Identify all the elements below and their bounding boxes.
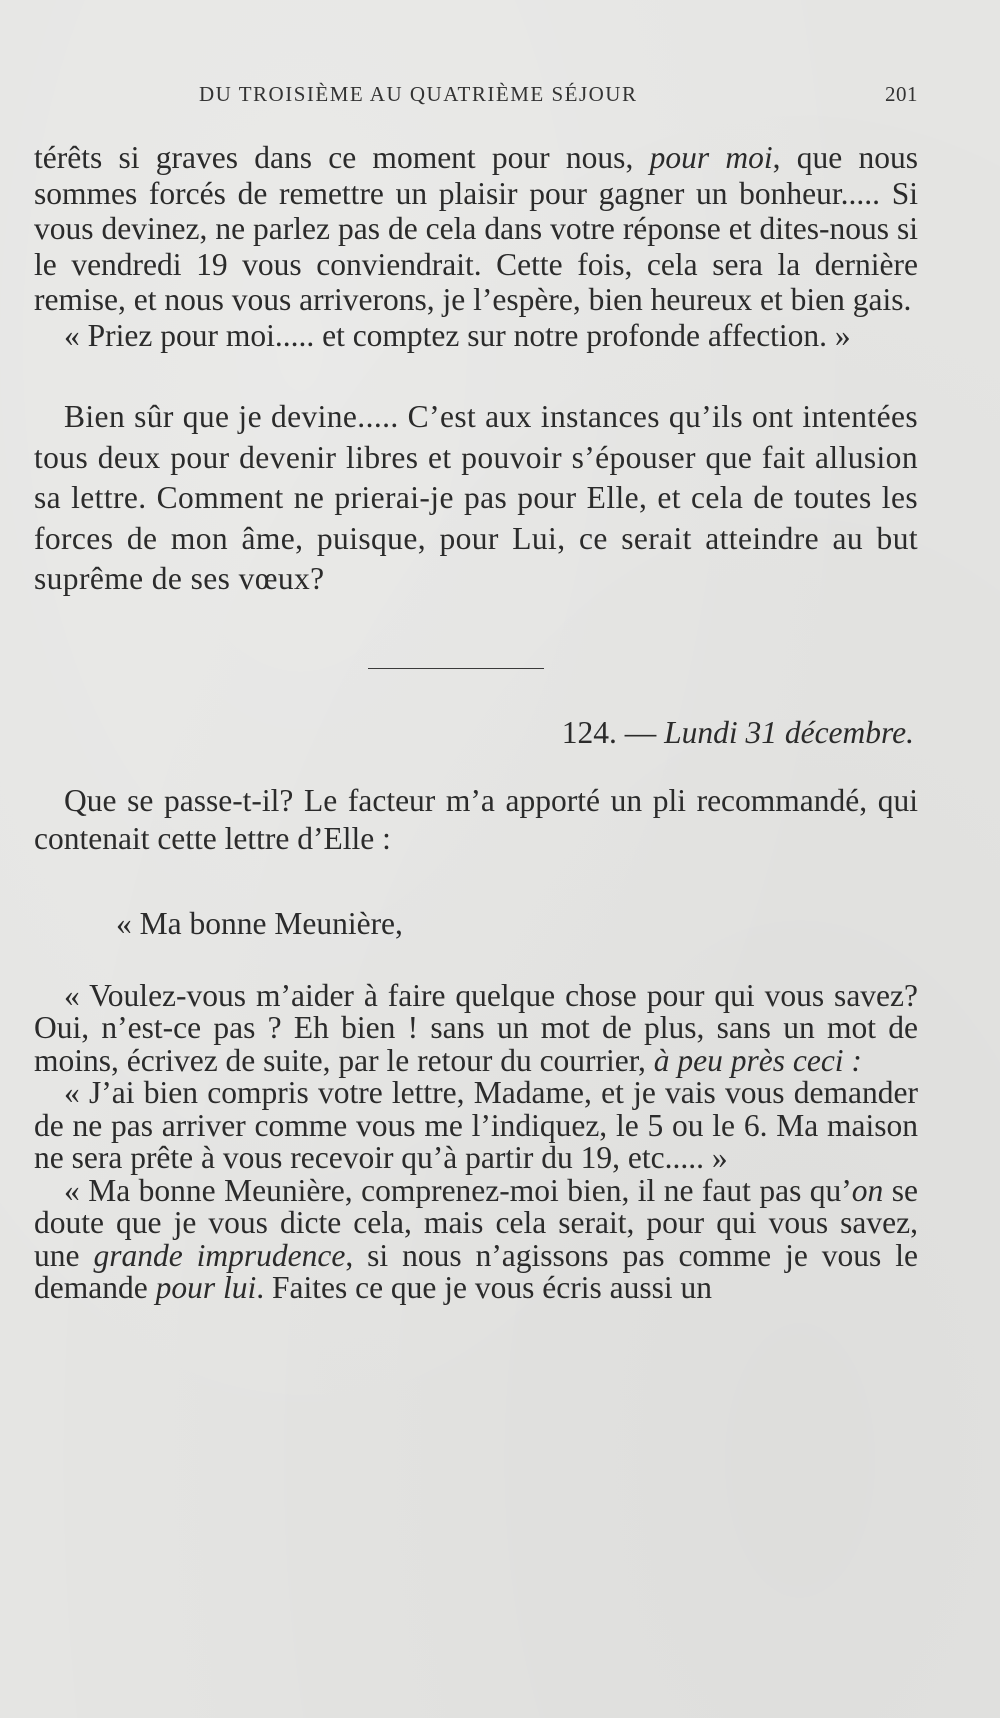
emphasis-text: à peu près ceci : [653,1042,862,1078]
letter-text: , si nous n’agissons pas comme je vous le demande [34,1237,918,1305]
letter-salutation: « Ma bonne Meunière, [116,906,403,941]
page-body [34,140,918,1305]
paragraph-entry-intro: Que se passe-t-il? Le facteur m’a apporté un pli recommandé, qui contenait cette lettre d’Elle : [34,783,918,856]
entry-heading [34,715,918,751]
paragraph-continuation [34,140,918,318]
emphasis-text: grande imprudence [93,1237,346,1273]
letter-paragraph: « J’ai bien compris votre lettre, Madame, et je vais vous demander de ne pas arriver comme vous me l’indiquez, le 5 ou le 6. Ma maison ne sera prête à vous recevoir qu’à partir du 19, etc..... » [34,1075,918,1175]
page-number: 201 [885,82,918,106]
paragraph-text: , que nous sommes forcés de remettre un plaisir pour gagner un bonheur..... Si vous devinez, ne parlez pas de cela dans votre réponse et dites-nous si le vendredi 19 vous conviendrait. Cette fois, cela sera la dernière remise, et nous vous arriverons, je l’espère, bien heureux et bien gais. [34,140,918,317]
emphasis-text: pour lui [155,1270,257,1305]
emphasis-text: pour moi [649,140,773,175]
entry-number: 124. — [561,714,665,750]
emphasis-text: on [851,1172,884,1208]
letter-paragraph [34,1172,918,1305]
letter-text: « Voulez-vous m’aider à faire quelque chose pour qui vous savez? Oui, n’est-ce pas ? Eh bien ! sans un mot de plus, sans un mot de moins, écrivez de suite, par le retour du courrier, [34,977,918,1078]
letter-text: « Ma bonne Meunière, comprenez-moi bien, il ne faut pas qu’ [64,1172,852,1208]
letter-text: se doute que je vous dicte cela, mais cela serait, pour qui vous savez, une [34,1172,918,1273]
paragraph-commentary: Bien sûr que je devine..... C’est aux instances qu’ils ont intentées tous deux pour devenir libres et pouvoir s’épouser que fait allusion sa lettre. Comment ne prierai-je pas pour Elle, et cela de toutes les forces de mon âme, puisque, pour Lui, ce serait atteindre au but suprême de ses vœux? [34,399,918,596]
running-head [0,82,918,112]
letter-paragraph [34,977,918,1078]
running-title: DU TROISIÈME AU QUATRIÈME SÉJOUR [199,82,638,106]
section-divider [368,668,544,669]
letter-text: . Faites ce que je vous écris aussi un [256,1270,712,1305]
paragraph-text: térêts si graves dans ce moment pour nous, [34,140,650,175]
paragraph-quote: « Priez pour moi..... et comptez sur notre profonde affection. » [64,317,851,353]
entry-date: Lundi 31 décembre. [664,714,914,750]
